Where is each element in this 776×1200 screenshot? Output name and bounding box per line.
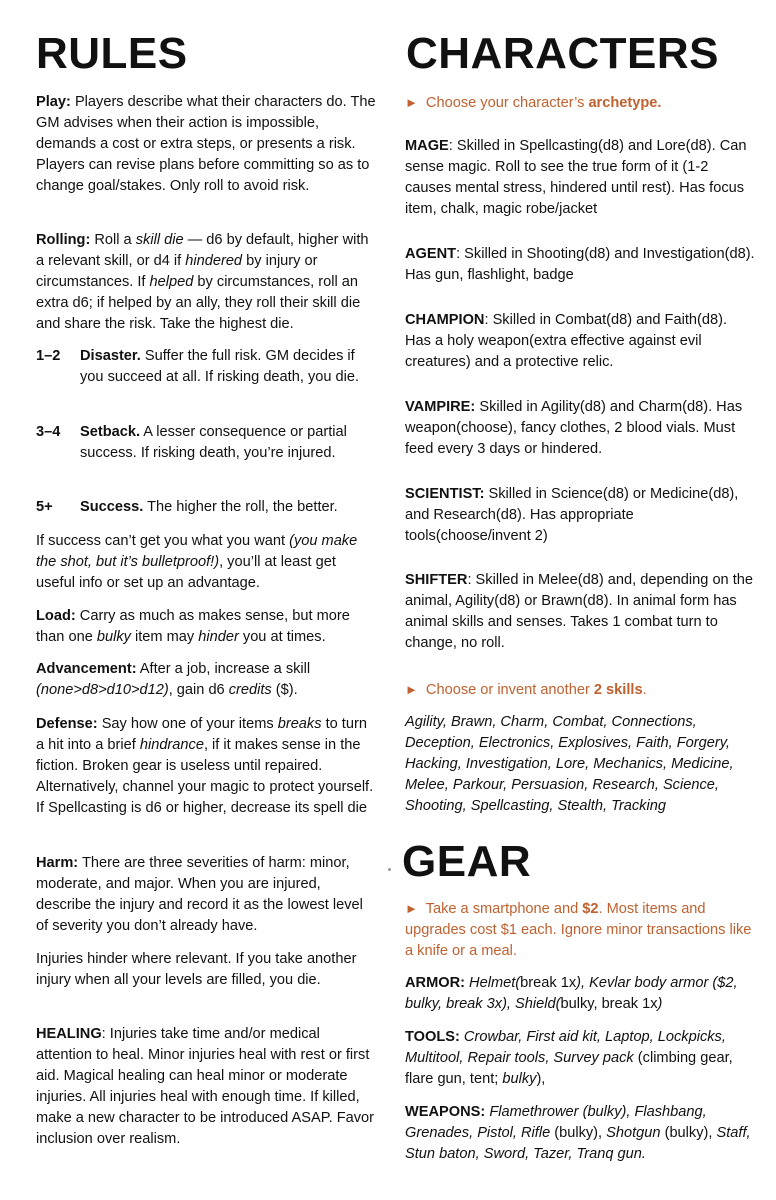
archetype-prompt: [405, 92, 661, 114]
armor-part: Helmet(: [465, 975, 521, 991]
play-paragraph: [36, 92, 376, 197]
archetype-name: CHAMPION: [405, 312, 485, 328]
defense-text-2: to turn a hit into a brief: [36, 716, 367, 753]
rules-heading: RULES: [36, 29, 188, 78]
skills-list: Agility, Brawn, Charm, Combat, Connections, Deception, Electronics, Explosives, Faith, Forgery, Hacking, Investigation, Lore, Mechanics, Medicine, Melee, Parkour, Persuasion, Research, Science, Shooting, Spellcasting, Stealth, Tracking: [405, 714, 734, 814]
load-hinder: hinder: [198, 629, 239, 645]
rolling-text-1: Roll a: [90, 232, 136, 248]
defense-text-3: , if it makes sense in the fiction. Broken gear is useless until repaired. Alternatively, channel your magic to protect yourself. If Spellcasting is d6 or higher, decrease its spell die: [36, 737, 374, 816]
stray-dot: [388, 868, 391, 871]
tools-part: ),: [536, 1071, 546, 1087]
load-label: Load:: [36, 608, 76, 624]
skills-prompt-end: .: [642, 682, 647, 698]
archetype-name: MAGE: [405, 138, 449, 154]
archetype-description: : Skilled in Melee(d8) and, depending on the animal, Agility(d8) or Brawn(d8). In animal form has animal skills and senses. Takes 1 combat turn to change, no roll.: [405, 572, 754, 651]
gear-prompt-text-1: Take a smartphone and: [421, 901, 583, 917]
archetype-name: SCIENTIST:: [405, 486, 485, 502]
weapons-part: (bulky),: [660, 1125, 717, 1141]
injuries-paragraph: Injuries hinder where relevant. If you take another injury when all your levels are filled, you die.: [36, 951, 357, 988]
harm-paragraph: [36, 853, 376, 937]
play-text: Players describe what their characters do. The GM advises when their action is impossible, demands a cost or extra steps, or presents a risk. Players can revise plans before committing so as to change goal/stakes. Only roll to avoid risk.: [36, 94, 376, 194]
success-italic: (you make the shot, but it’s bulletproof!): [36, 533, 358, 570]
rolling-helped: helped: [149, 274, 194, 290]
success-text-2: , you’ll at least get useful info or set up an advantage.: [36, 554, 336, 591]
archetype-description: Skilled in Agility(d8) and Charm(d8). Has weapon(choose), fancy clothes, 2 blood vials. Must feed every 3 days or hindered.: [405, 399, 743, 457]
archetype-vampire: [405, 397, 755, 460]
outcome-text: [80, 497, 376, 518]
gear-prompt-text-2: . Most items and upgrades cost $1 each. Ignore minor transactions like a knife or a meal.: [405, 901, 752, 959]
tools-label: TOOLS:: [405, 1029, 460, 1045]
triangle-right-icon: ►: [405, 901, 418, 916]
armor-part: bulky, break 1x: [560, 996, 658, 1012]
outcome-text: [80, 422, 376, 464]
outcome-range: 5+: [36, 499, 53, 515]
advancement-label: Advancement:: [36, 661, 137, 677]
armor-part: ), Kevlar body armor ($2, bulky, break 3x), Shield(: [405, 975, 738, 1012]
advancement-text-2: , gain d6: [168, 682, 229, 698]
load-bulky: bulky: [96, 629, 131, 645]
success-text-1: If success can’t get you what you want: [36, 533, 290, 549]
defense-label: Defense:: [36, 716, 98, 732]
outcome-description: Suffer the full risk. GM decides if you succeed at all. If risking death, you die.: [80, 348, 360, 385]
defense-text-1: Say how one of your items: [97, 716, 278, 732]
archetype-prompt-text: Choose your character’s: [421, 95, 589, 111]
weapons-part: Flamethrower (bulky), Flashbang, Grenades, Pistol, Rifle: [405, 1104, 707, 1141]
load-text-2: item may: [130, 629, 199, 645]
healing-paragraph: [36, 1024, 376, 1150]
skills-prompt-text: Choose or invent another: [421, 682, 594, 698]
triangle-right-icon: ►: [405, 682, 418, 697]
defense-hindrance: hindrance: [139, 737, 204, 753]
armor-label: ARMOR:: [405, 975, 465, 991]
gear-heading: GEAR: [402, 837, 532, 886]
advancement-text-1: After a job, increase a skill: [136, 661, 311, 677]
advancement-italic: (none>d8>d10>d12): [36, 682, 169, 698]
archetype-mage: [405, 136, 755, 220]
outcome-text: [80, 346, 376, 388]
healing-label: HEALING: [36, 1026, 102, 1042]
load-paragraph: [36, 606, 376, 648]
rolling-text-3: by injury or circumstances. If: [36, 253, 318, 290]
archetype-scientist: [405, 484, 755, 547]
archetype-champion: [405, 310, 755, 373]
outcome-description: The higher the roll, the better.: [143, 499, 338, 515]
healing-text: : Injuries take time and/or medical attention to heal. Minor injuries heal with rest or first aid. Magical healing can heal minor or moderate injuries. All injuries heal with enough time. If killed, make a new character to be introduced ASAP. Favor inclusion over realism.: [36, 1026, 375, 1147]
weapons-label: WEAPONS:: [405, 1104, 486, 1120]
gear-tools: [405, 1027, 755, 1090]
load-text-1: Carry as much as makes sense, but more than one: [36, 608, 350, 645]
outcome-description: A lesser consequence or partial success. If risking death, you’re injured.: [80, 424, 347, 461]
outcome-label: Setback.: [80, 424, 141, 440]
outcome-range: 1–2: [36, 348, 61, 364]
harm-label: Harm:: [36, 855, 79, 871]
gear-prompt-bold: $2: [582, 901, 599, 917]
triangle-right-icon: ►: [405, 95, 418, 110]
outcome-label: Success.: [80, 499, 144, 515]
weapons-part: (bulky),: [550, 1125, 607, 1141]
archetype-description: : Skilled in Spellcasting(d8) and Lore(d8). Can sense magic. Roll to see the true form of it (1-2 causes mental stress, hindered until rest). Has focus item, chalk, magic robe/jacket: [405, 138, 747, 217]
archetype-shifter: [405, 570, 755, 654]
defense-paragraph: [36, 714, 376, 819]
tools-part: (climbing gear, flare gun, tent;: [405, 1050, 733, 1087]
outcome-label: Disaster.: [80, 348, 141, 364]
archetype-agent: [405, 244, 755, 286]
tools-part: bulky: [502, 1071, 537, 1087]
gear-weapons: [405, 1102, 755, 1165]
skills-prompt-bold: 2 skills: [593, 682, 643, 698]
archetype-name: AGENT: [405, 246, 457, 262]
rolling-paragraph: [36, 230, 376, 335]
characters-heading: CHARACTERS: [406, 29, 719, 78]
archetype-name: SHIFTER: [405, 572, 468, 588]
advancement-text-3: ($).: [271, 682, 298, 698]
rolling-hindered: hindered: [185, 253, 243, 269]
play-label: Play:: [36, 94, 71, 110]
rolling-text-2: — d6 by default, higher with a relevant skill, or d4 if: [36, 232, 369, 269]
archetype-prompt-bold: archetype.: [588, 95, 662, 111]
archetype-description: : Skilled in Combat(d8) and Faith(d8). Has a holy weapon(extra effective against evil creatures) and a protective relic.: [405, 312, 727, 370]
gear-prompt: [405, 898, 755, 962]
archetype-name: VAMPIRE:: [405, 399, 476, 415]
advancement-paragraph: [36, 659, 376, 701]
advancement-credits: credits: [228, 682, 272, 698]
outcome-range: 3–4: [36, 424, 61, 440]
weapons-part: Shotgun: [606, 1125, 661, 1141]
success-note: [36, 531, 376, 594]
harm-text: There are three severities of harm: minor, moderate, and major. When you are injured, describe the injury and record it as the lowest level of severity you don’t already have.: [36, 855, 363, 934]
rolling-text-4: by circumstances, roll an extra d6; if helped by an ally, they roll their skill die and share the risk. Take the highest die.: [36, 274, 361, 332]
defense-breaks: breaks: [277, 716, 322, 732]
gear-armor: [405, 973, 755, 1015]
archetype-description: : Skilled in Shooting(d8) and Investigation(d8). Has gun, flashlight, badge: [405, 246, 755, 283]
archetype-description: Skilled in Science(d8) or Medicine(d8), and Research(d8). Has appropriate tools(choose/invent 2): [405, 486, 739, 544]
skills-prompt: [405, 679, 647, 701]
rolling-label: Rolling:: [36, 232, 91, 248]
load-text-3: you at times.: [238, 629, 326, 645]
tools-part: Crowbar, First aid kit, Laptop, Lockpicks, Multitool, Repair tools, Survey pack: [405, 1029, 726, 1066]
weapons-part: Staff, Stun baton, Sword, Tazer, Tranq gun.: [405, 1125, 751, 1162]
armor-part: break 1x: [520, 975, 577, 991]
armor-part: ): [657, 996, 663, 1012]
rolling-skill-die: skill die: [135, 232, 184, 248]
